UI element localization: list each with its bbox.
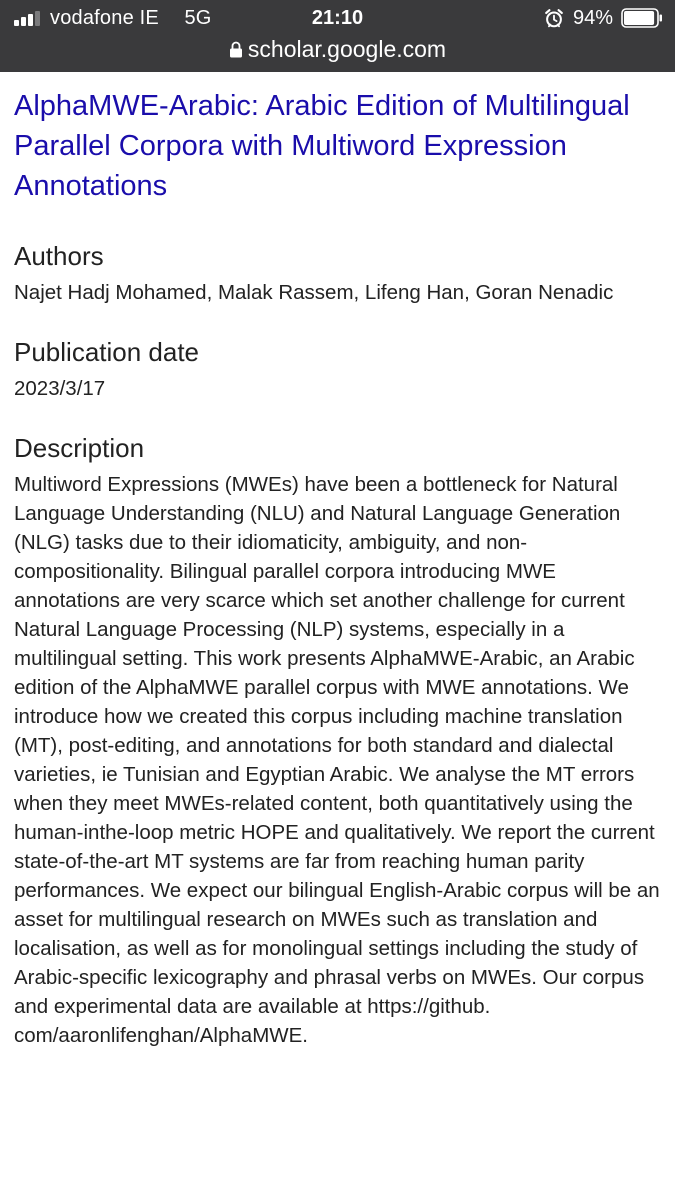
lock-icon [229,41,243,58]
url-text: scholar.google.com [247,36,447,62]
publication-date-section [14,336,664,403]
address-bar[interactable] [0,34,675,64]
battery-percent: 94% [572,7,613,29]
battery-icon [621,8,663,28]
publication-date-value: 2023/3/17 [14,377,106,400]
paper-title-link[interactable]: AlphaMWE-Arabic: Arabic Edition of Multilingual Parallel Corpora with Multiword Expression Annotations [14,90,630,202]
description-text: Multiword Expressions (MWEs) have been a bottleneck for Natural Language Understanding (NLU) and Natural Language Generation (NLG) tasks due to their idiomaticity, ambiguity, and non-compositionality. Bilingual parallel corpora introducing MWE annotations are very scarce which set another challenge for current Natural Language Processing (NLP) systems, especially in a multilingual setting. This work presents AlphaMWE-Arabic, an Arabic edition of the AlphaMWE parallel corpus with MWE annotations. We introduce how we created this corpus including machine translation (MT), post-editing, and annotations for both standard and dialectal varieties, ie Tunisian and Egyptian Arabic. We analyse the MT errors when they meet MWEs-related content, both quantitatively using the human-inthe-loop metric HOPE and qualitatively. We report the current state-of-the-art MT systems are far from reaching human parity performances. We expect our bilingual English-Arabic corpus will be an asset for multilingual research on MWEs such as translation and localisation, as well as for monolingual settings including the study of Arabic-specific lexicography and phrasal verbs on MWEs. Our corpus and experimental data are available at https://github. com/aaronlifenghan/AlphaMWE. [14,473,660,1047]
paper-details [14,86,664,1050]
battery-level-fill [624,11,654,25]
status-right-group [543,6,663,30]
authors-value: Najet Hadj Mohamed, Malak Rassem, Lifeng Han, Goran Nenadic [14,281,614,304]
authors-label: Authors [14,241,104,271]
publication-date-label: Publication date [14,337,200,367]
description-label: Description [14,433,145,463]
browser-chrome [0,0,675,72]
status-time: 21:10 [311,7,364,29]
alarm-icon [543,7,565,29]
authors-section [14,240,664,307]
description-section [14,432,664,1050]
network-type: 5G [184,7,212,29]
status-bar [0,0,675,36]
carrier-name: vodafone IE [50,7,159,29]
